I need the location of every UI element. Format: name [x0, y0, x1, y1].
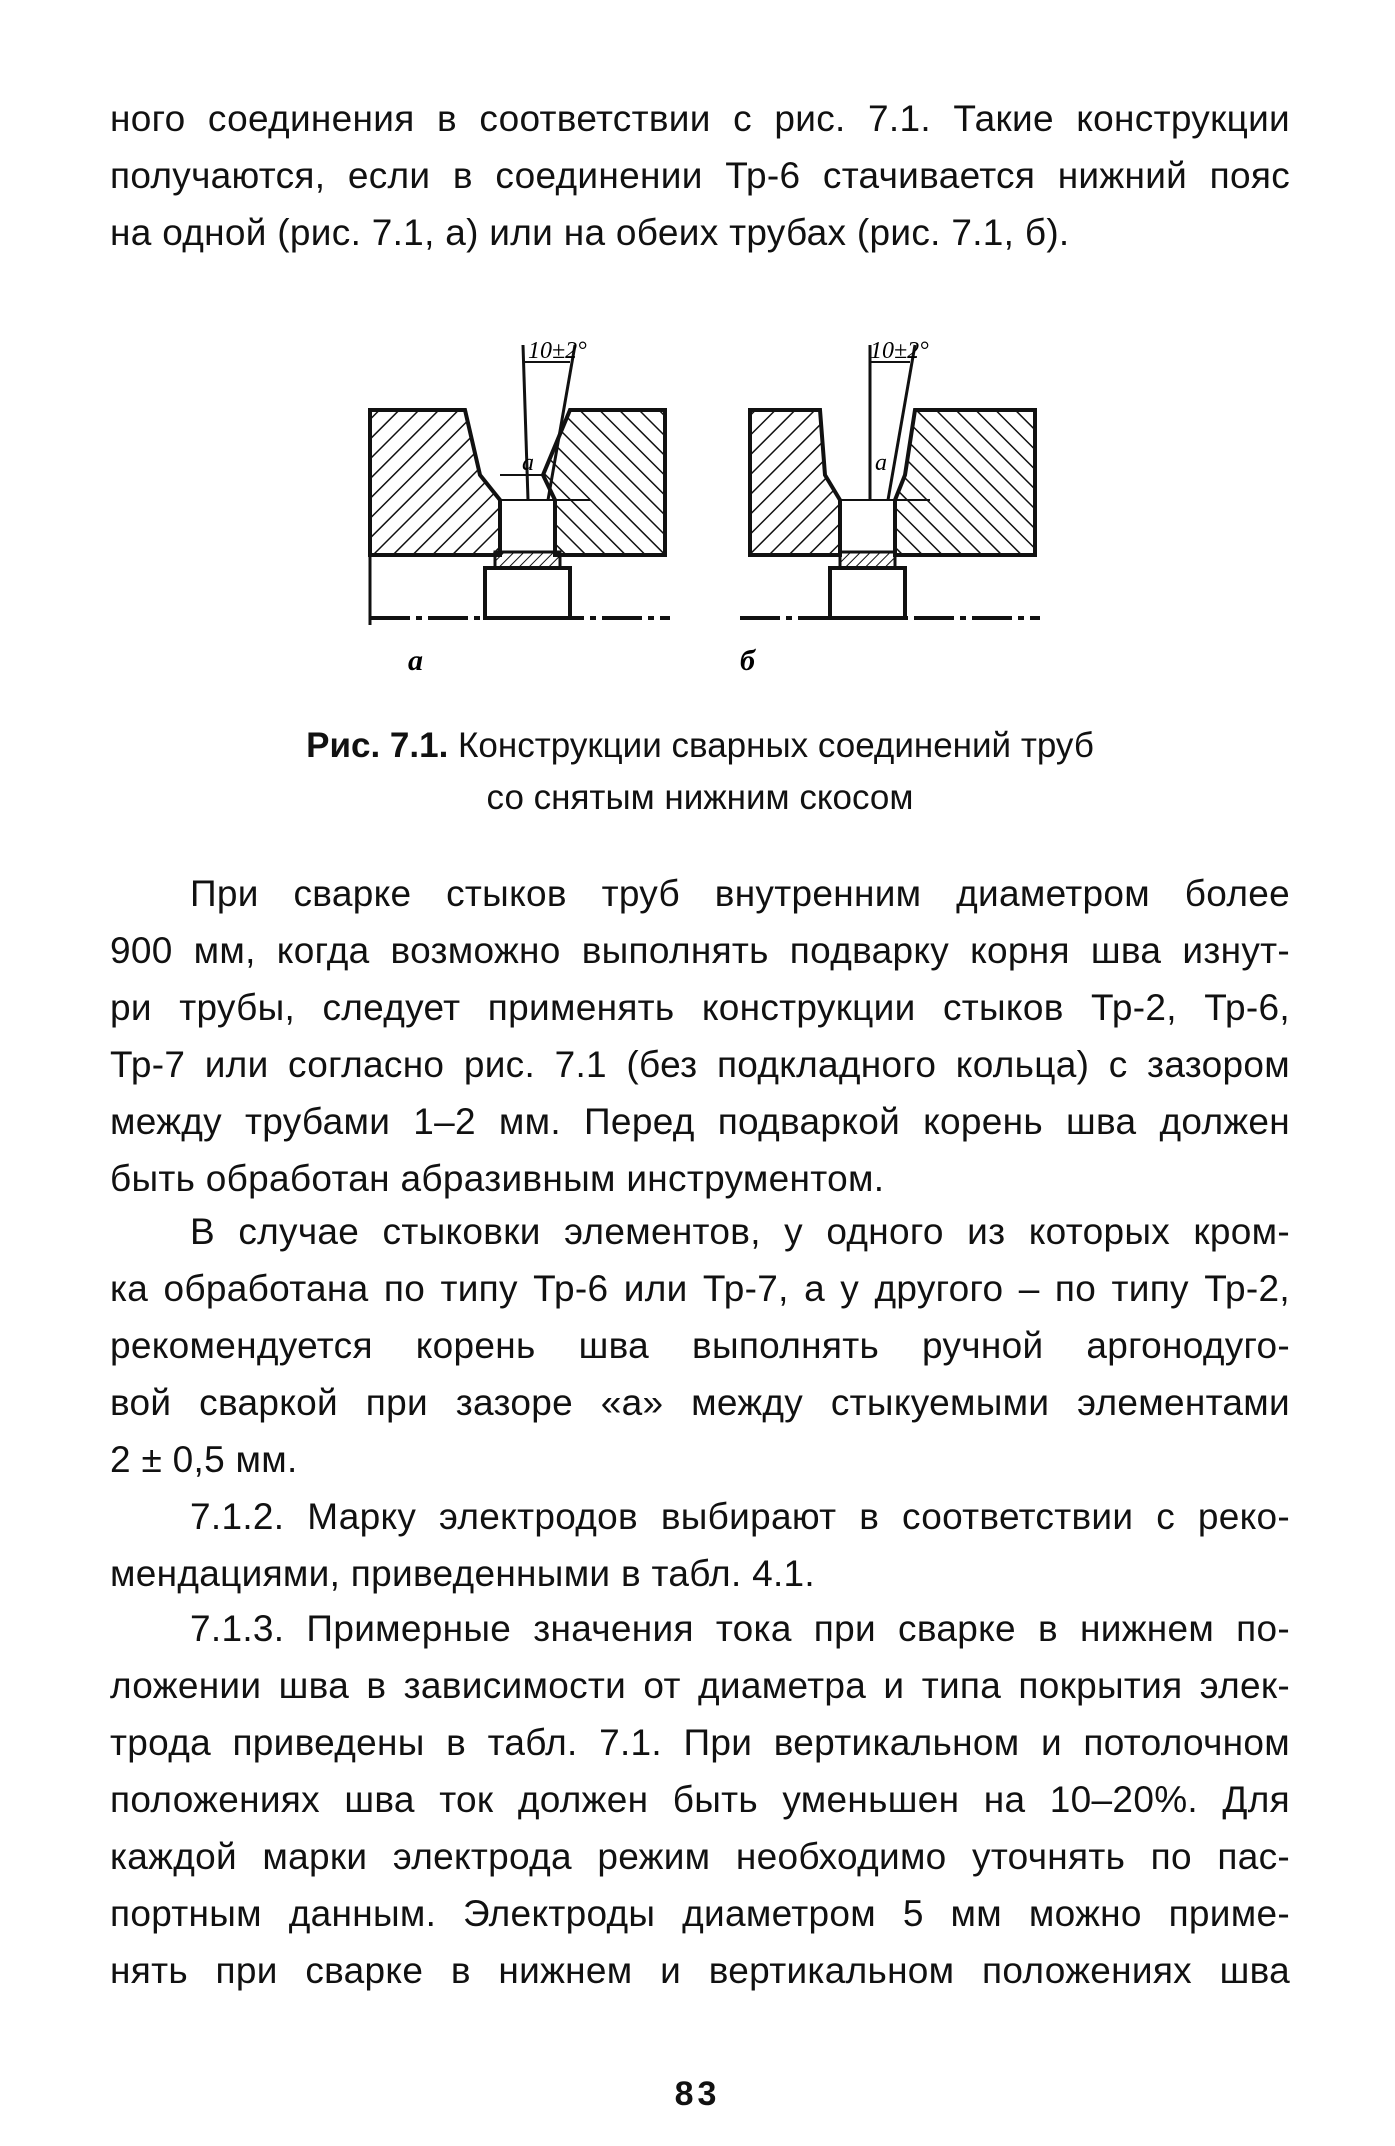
text-line: рекомендуется корень шва выполнять ручной аргонодуго-	[110, 1325, 1290, 1366]
angle-label-left: 10±2°	[528, 338, 587, 364]
text-line: получаются, если в соединении Тр-6 стачивается нижний пояс	[110, 155, 1290, 196]
subfigure-label-b: б	[740, 644, 755, 677]
caption-label: Рис. 7.1.	[306, 726, 449, 765]
paragraph-intro	[110, 90, 1290, 261]
text-line: мендациями, приведенными в табл. 4.1.	[110, 1553, 816, 1594]
text-line: При сварке стыков труб внутренним диаметром более	[190, 873, 1290, 914]
figure-caption	[200, 720, 1200, 824]
page-number: 83	[674, 2075, 721, 2113]
weld-joint-figure	[330, 300, 1110, 680]
text-line: трода приведены в табл. 7.1. При вертикальном и потолочном	[110, 1722, 1290, 1763]
text-line: ри трубы, следует применять конструкции стыков Тр-2, Тр-6,	[110, 987, 1290, 1028]
caption-line-2: со снятым нижним скосом	[486, 778, 914, 817]
text-line: нять при сварке в нижнем и вертикальном положениях шва	[110, 1950, 1290, 1991]
text-line: Тр-7 или согласно рис. 7.1 (без подкладного кольца) с зазором	[110, 1044, 1290, 1085]
text-line: ложении шва в зависимости от диаметра и типа покрытия элек-	[110, 1665, 1290, 1706]
text-line: В случае стыковки элементов, у одного из которых кром-	[190, 1211, 1290, 1252]
text-line: ного соединения в соответствии с рис. 7.1. Такие конструкции	[110, 98, 1290, 139]
paragraph-2	[110, 1203, 1290, 1488]
subfigure-label-a: а	[408, 644, 423, 677]
text-line: вой сваркой при зазоре «а» между стыкуемыми элементами	[110, 1382, 1290, 1423]
text-line: 2 ± 0,5 мм.	[110, 1439, 298, 1480]
text-line: быть обработан абразивным инструментом.	[110, 1158, 885, 1199]
text-line: ка обработана по типу Тр-6 или Тр-7, а у другого – по типу Тр-2,	[110, 1268, 1290, 1309]
text-line: портным данным. Электроды диаметром 5 мм можно приме-	[110, 1893, 1290, 1934]
text-line: на одной (рис. 7.1, а) или на обеих трубах (рис. 7.1, б).	[110, 212, 1070, 253]
paragraph-1	[110, 865, 1290, 1207]
text-line: 7.1.3. Примерные значения тока при сварке в нижнем по-	[190, 1608, 1290, 1649]
angle-label-right: 10±2°	[870, 338, 929, 364]
text-line: каждой марки электрода режим необходимо уточнять по пас-	[110, 1836, 1290, 1877]
text-line: между трубами 1–2 мм. Перед подваркой корень шва должен	[110, 1101, 1290, 1142]
paragraph-4	[110, 1600, 1290, 1999]
caption-line-1: Конструкции сварных соединений труб	[458, 726, 1094, 765]
text-line: 900 мм, когда возможно выполнять подварку корня шва изнут-	[110, 930, 1290, 971]
text-line: 7.1.2. Марку электродов выбирают в соответствии с реко-	[190, 1496, 1290, 1537]
gap-label-right: а	[875, 450, 887, 476]
gap-label-left: а	[522, 450, 534, 476]
paragraph-3	[110, 1488, 1290, 1602]
figure-b	[740, 338, 1040, 677]
text-line: положениях шва ток должен быть уменьшен на 10–20%. Для	[110, 1779, 1290, 1820]
figure-a	[370, 338, 670, 677]
